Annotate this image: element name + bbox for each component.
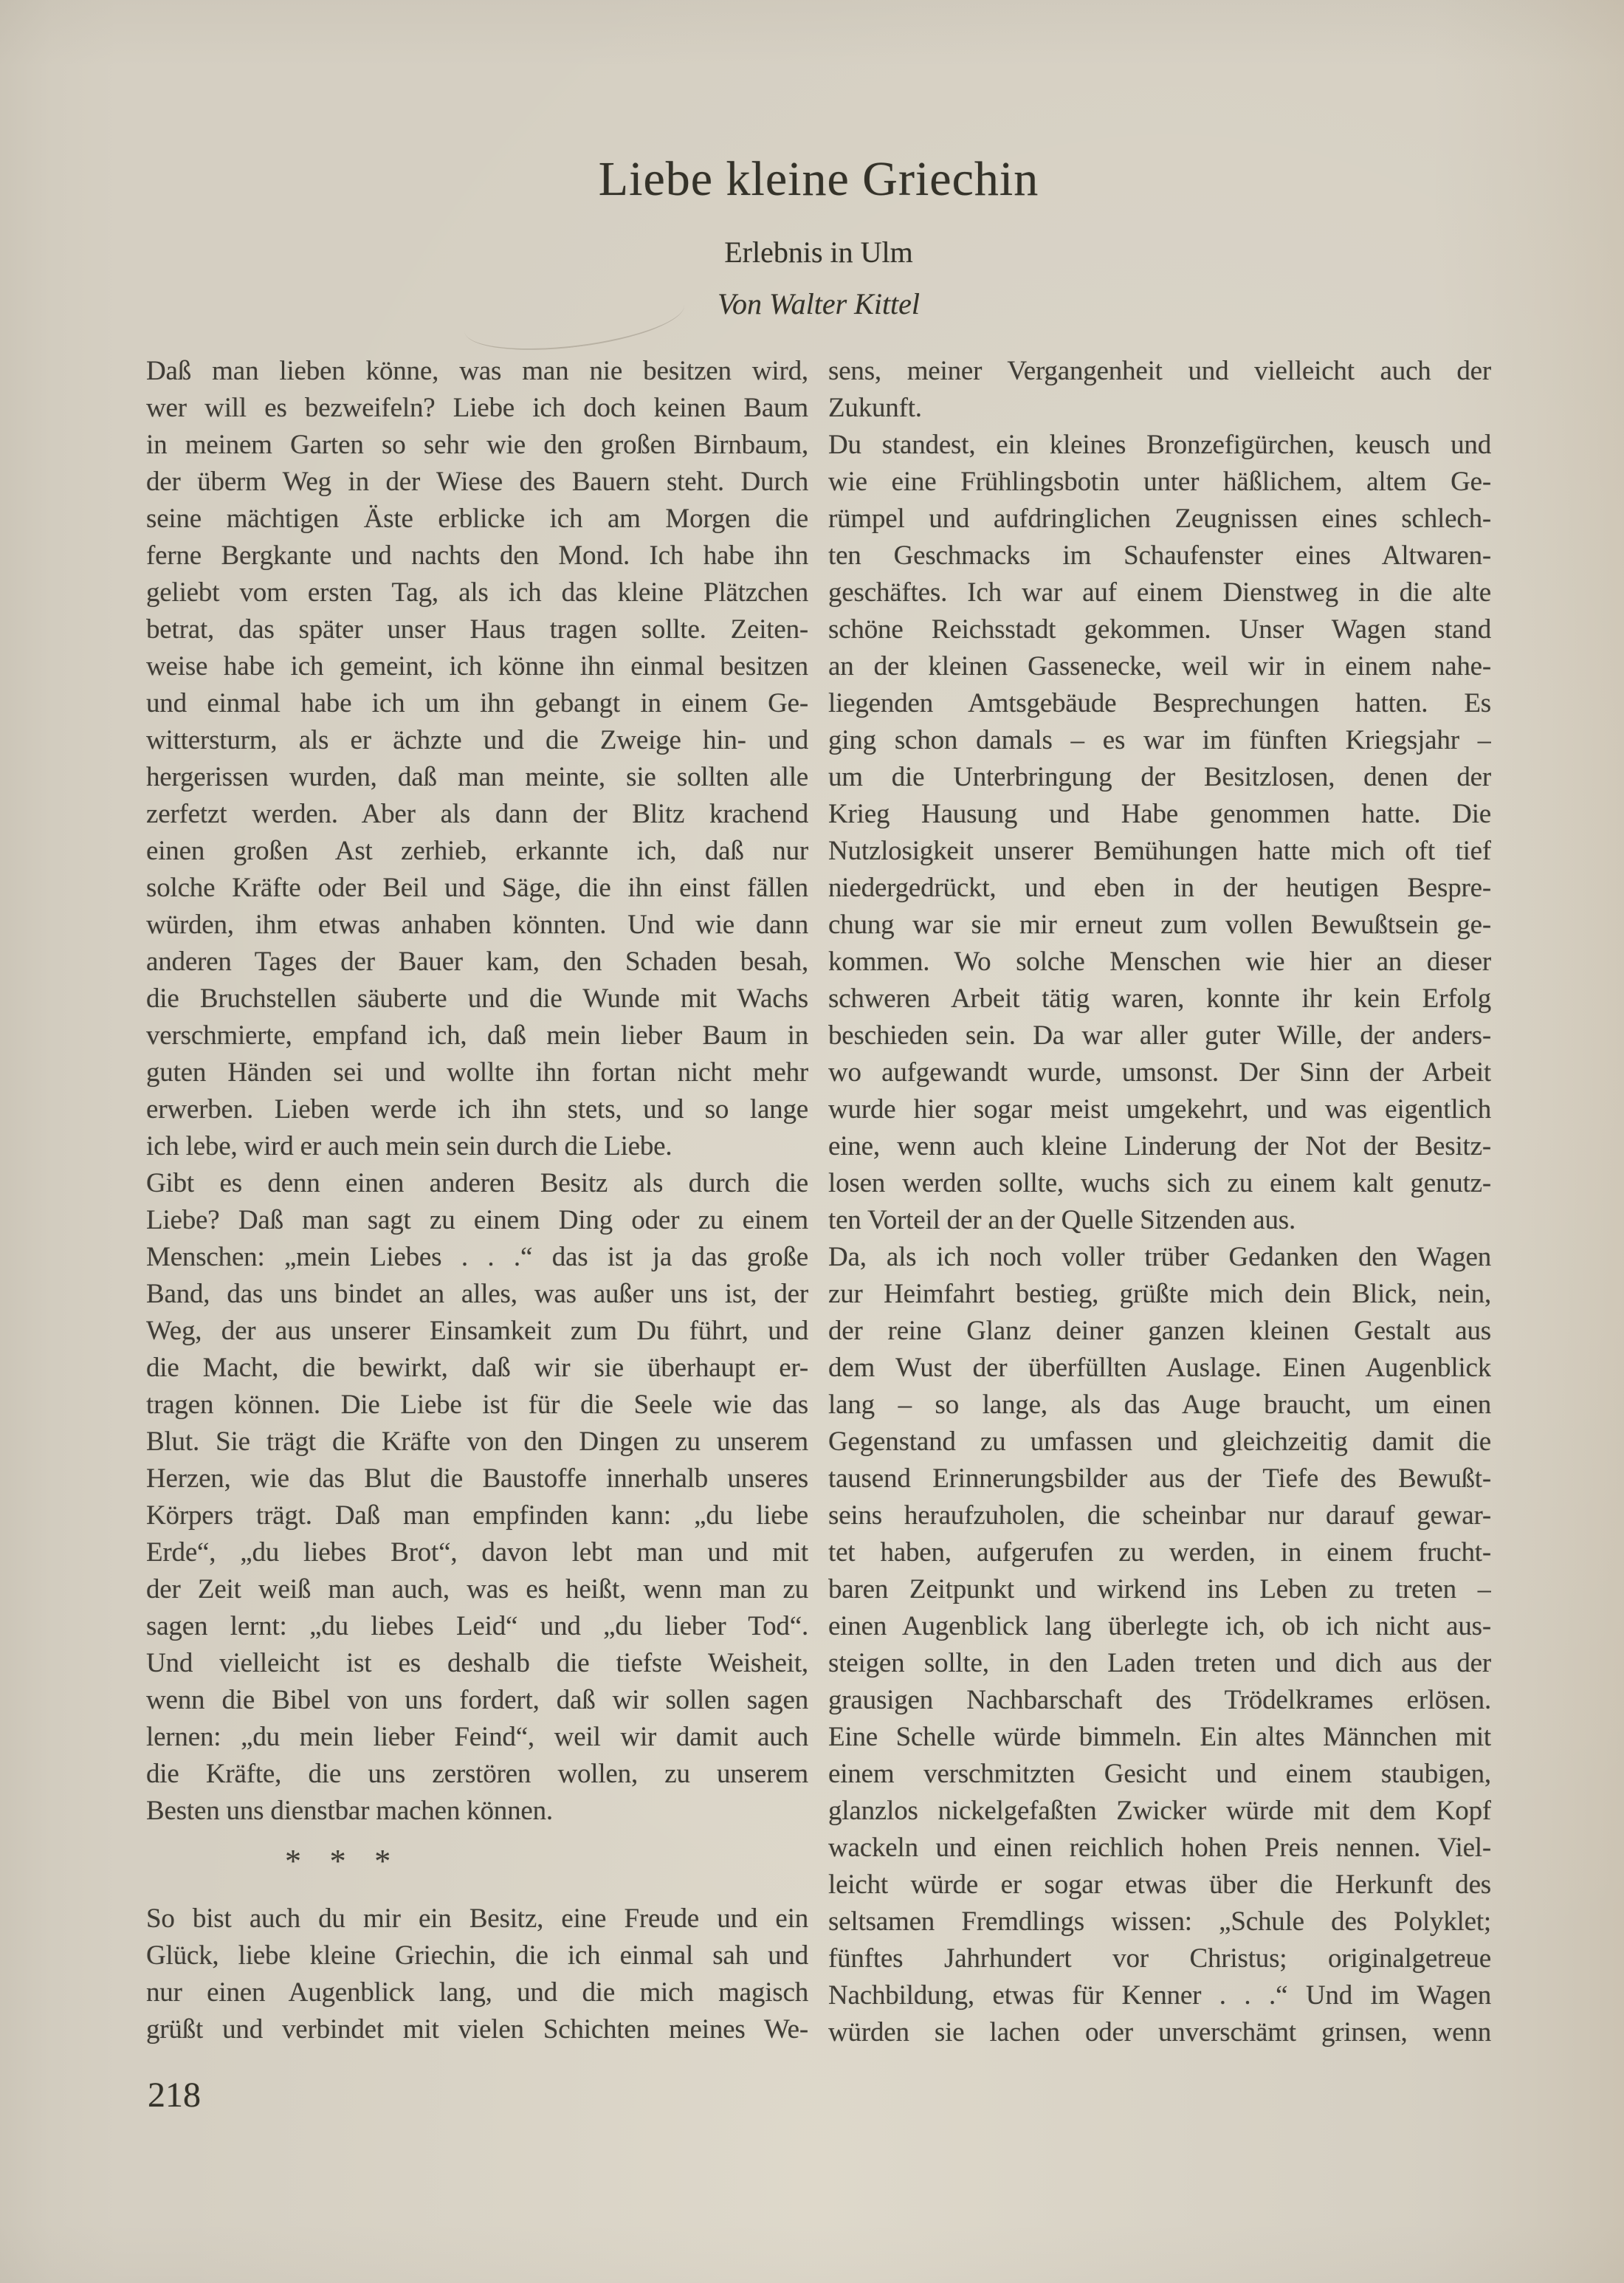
- text-line: Gibt es denn einen anderen Besitz als durch die: [146, 1168, 808, 1198]
- text-line: Glück, liebe kleine Griechin, die ich einmal sah und: [146, 1940, 808, 1971]
- text-line: Du standest, ein kleines Bronzefigürchen, keusch und: [828, 430, 1491, 460]
- text-line: chung war sie mir erneut zum vollen Bewußtsein ge-: [828, 910, 1491, 940]
- right-text-column: [828, 353, 1491, 2051]
- text-line: losen werden sollte, wuchs sich zu einem kalt genutz-: [828, 1168, 1491, 1198]
- text-line: Körpers trägt. Daß man empfinden kann: „du liebe: [146, 1500, 808, 1531]
- text-line: Blut. Sie trägt die Kräfte von den Dingen zu unserem: [146, 1427, 808, 1457]
- text-line: ten Vorteil der an der Quelle Sitzenden aus.: [828, 1205, 1296, 1235]
- text-line: guten Händen sei und wollte ihn fortan nicht mehr: [146, 1057, 808, 1088]
- text-line: tet haben, aufgerufen zu werden, in einem frucht-: [828, 1537, 1491, 1568]
- text-line: beschieden sein. Da war aller guter Wille, der anders-: [828, 1020, 1491, 1051]
- page-title: Liebe kleine Griechin: [598, 152, 1039, 206]
- text-line: lang – so lange, als das Auge braucht, um einen: [828, 1390, 1491, 1420]
- text-line: die Kräfte, die uns zerstören wollen, zu unserem: [146, 1759, 808, 1789]
- text-line: Und vielleicht ist es deshalb die tiefste Weisheit,: [146, 1648, 808, 1678]
- text-line: seins heraufzuholen, die scheinbar nur darauf gewar-: [828, 1500, 1491, 1531]
- text-line: wurde hier sogar meist umgekehrt, und was eigentlich: [828, 1094, 1491, 1125]
- text-line: Menschen: „mein Liebes . . .“ das ist ja das große: [146, 1242, 808, 1272]
- text-line: Herzen, wie das Blut die Baustoffe innerhalb unseres: [146, 1463, 808, 1494]
- left-column-part-1: [146, 353, 808, 1830]
- text-line: dem Wust der überfüllten Auslage. Einen Augenblick: [828, 1353, 1491, 1383]
- text-line: tragen können. Die Liebe ist für die Seele wie das: [146, 1390, 808, 1420]
- text-line: hergerissen wurden, daß man meinte, sie sollten alle: [146, 762, 808, 792]
- text-line: der überm Weg in der Wiese des Bauern steht. Durch: [146, 467, 808, 497]
- text-line: ten Geschmacks im Schaufenster eines Altwaren-: [828, 540, 1491, 571]
- text-line: erwerben. Lieben werde ich ihn stets, und so lange: [146, 1094, 808, 1125]
- text-line: weise habe ich gemeint, ich könne ihn einmal besitzen: [146, 651, 808, 682]
- text-line: wie eine Frühlingsbotin unter häßlichem, altem Ge-: [828, 467, 1491, 497]
- text-line: eine, wenn auch kleine Linderung der Not der Besitz-: [828, 1131, 1491, 1161]
- text-line: lernen: „du mein lieber Feind“, weil wir damit auch: [146, 1722, 808, 1752]
- text-line: wenn die Bibel von uns fordert, daß wir sollen sagen: [146, 1685, 808, 1715]
- text-line: sagen lernt: „du liebes Leid“ und „du lieber Tod“.: [146, 1611, 808, 1641]
- text-line: baren Zeitpunkt und wirkend ins Leben zu treten –: [828, 1574, 1491, 1604]
- text-line: der Zeit weiß man auch, was es heißt, wenn man zu: [146, 1574, 808, 1604]
- text-line: schöne Reichsstadt gekommen. Unser Wagen stand: [828, 614, 1491, 645]
- text-line: betrat, das später unser Haus tragen sollte. Zeiten-: [146, 614, 808, 645]
- text-line: Nutzlosigkeit unserer Bemühungen hatte mich oft tief: [828, 836, 1491, 866]
- text-line: zur Heimfahrt bestieg, grüßte mich dein Blick, nein,: [828, 1279, 1491, 1309]
- text-line: Zukunft.: [828, 393, 922, 423]
- text-line: einen Augenblick lang überlegte ich, ob ich nicht aus-: [828, 1611, 1491, 1641]
- text-line: Band, das uns bindet an alles, was außer uns ist, der: [146, 1279, 808, 1309]
- right-column-part-1: [828, 353, 1491, 2051]
- text-line: tausend Erinnerungsbilder aus der Tiefe des Bewußt-: [828, 1463, 1491, 1494]
- text-line: Liebe? Daß man sagt zu einem Ding oder zu einem: [146, 1205, 808, 1235]
- text-line: nur einen Augenblick lang, und die mich magisch: [146, 1977, 808, 2008]
- text-line: der reine Glanz deiner ganzen kleinen Gestalt aus: [828, 1316, 1491, 1346]
- text-line: an der kleinen Gassenecke, weil wir in einem nahe-: [828, 651, 1491, 682]
- text-line: ich lebe, wird er auch mein sein durch die Liebe.: [146, 1131, 672, 1161]
- author-byline: Von Walter Kittel: [717, 287, 921, 320]
- text-line: grüßt und verbindet mit vielen Schichten meines We-: [146, 2014, 808, 2045]
- text-line: ferne Bergkante und nachts den Mond. Ich habe ihn: [146, 540, 808, 571]
- text-line: glanzlos nickelgefaßten Zwicker würde mit dem Kopf: [828, 1796, 1491, 1826]
- text-line: geliebt vom ersten Tag, als ich das kleine Plätzchen: [146, 577, 808, 608]
- text-line: niedergedrückt, und eben in der heutigen Bespre-: [828, 873, 1491, 903]
- text-line: wittersturm, als er ächzte und die Zweige hin- und: [146, 725, 808, 755]
- text-line: zerfetzt werden. Aber als dann der Blitz krachend: [146, 799, 808, 829]
- text-line: Nachbildung, etwas für Kenner . . .“ Und im Wagen: [828, 1980, 1491, 2011]
- section-separator: * * *: [285, 1843, 391, 1879]
- left-text-column: [146, 353, 808, 2048]
- text-line: steigen sollte, in den Laden treten und dich aus der: [828, 1648, 1491, 1678]
- text-line: würden sie lachen oder unverschämt grinsen, wenn: [828, 2017, 1491, 2047]
- text-line: seltsamen Fremdlings wissen: „Schule des Polyklet;: [828, 1906, 1491, 1937]
- text-line: fünftes Jahrhundert vor Christus; originalgetreue: [828, 1943, 1491, 1974]
- text-line: Da, als ich noch voller trüber Gedanken den Wagen: [828, 1242, 1491, 1272]
- text-line: Eine Schelle würde bimmeln. Ein altes Männchen mit: [828, 1722, 1491, 1752]
- text-line: wer will es bezweifeln? Liebe ich doch keinen Baum: [146, 393, 808, 423]
- text-line: in meinem Garten so sehr wie den großen Birnbaum,: [146, 430, 808, 460]
- text-line: Daß man lieben könne, was man nie besitzen wird,: [146, 356, 808, 386]
- page-number: 218: [148, 2076, 201, 2115]
- text-line: wo aufgewandt wurde, umsonst. Der Sinn der Arbeit: [828, 1057, 1491, 1088]
- text-line: verschmierte, empfand ich, daß mein lieber Baum in: [146, 1020, 808, 1051]
- text-line: die Bruchstellen säuberte und die Wunde mit Wachs: [146, 983, 808, 1014]
- text-line: ging schon damals – es war im fünften Kriegsjahr –: [828, 725, 1491, 755]
- text-line: einem verschmitzten Gesicht und einem staubigen,: [828, 1759, 1491, 1789]
- left-column-part-2: [146, 1901, 808, 2048]
- text-line: liegenden Amtsgebäude Besprechungen hatten. Es: [828, 688, 1491, 718]
- text-line: rümpel und aufdringlichen Zeugnissen eines schlech-: [828, 504, 1491, 534]
- text-line: Gegenstand zu umfassen und gleichzeitig damit die: [828, 1427, 1491, 1457]
- text-line: leicht würde er sogar etwas über die Herkunft des: [828, 1870, 1491, 1900]
- text-line: Krieg Hausung und Habe genommen hatte. Die: [828, 799, 1491, 829]
- text-line: kommen. Wo solche Menschen wie hier an dieser: [828, 947, 1491, 977]
- text-line: grausigen Nachbarschaft des Trödelkrames erlösen.: [828, 1685, 1491, 1715]
- text-line: So bist auch du mir ein Besitz, eine Freude und ein: [146, 1903, 808, 1934]
- text-line: die Macht, die bewirkt, daß wir sie überhaupt er-: [146, 1353, 808, 1383]
- text-line: um die Unterbringung der Besitzlosen, denen der: [828, 762, 1491, 792]
- text-line: Besten uns dienstbar machen können.: [146, 1796, 553, 1826]
- text-line: wackeln und einen reichlich hohen Preis nennen. Viel-: [828, 1833, 1491, 1863]
- text-line: geschäftes. Ich war auf einem Dienstweg in die alte: [828, 577, 1491, 608]
- text-line: einen großen Ast zerhieb, erkannte ich, daß nur: [146, 836, 808, 866]
- text-line: seine mächtigen Äste erblicke ich am Morgen die: [146, 504, 808, 534]
- text-line: schweren Arbeit tätig waren, konnte ihr kein Erfolg: [828, 983, 1491, 1014]
- text-line: Weg, der aus unserer Einsamkeit zum Du führt, und: [146, 1316, 808, 1346]
- text-line: anderen Tages der Bauer kam, den Schaden besah,: [146, 947, 808, 977]
- text-line: solche Kräfte oder Beil und Säge, die ihn einst fällen: [146, 873, 808, 903]
- text-line: und einmal habe ich um ihn gebangt in einem Ge-: [146, 688, 808, 718]
- text-line: sens, meiner Vergangenheit und vielleicht auch der: [828, 356, 1491, 386]
- text-line: Erde“, „du liebes Brot“, davon lebt man und mit: [146, 1537, 808, 1568]
- page-subtitle: Erlebnis in Ulm: [724, 236, 913, 269]
- text-line: würden, ihm etwas anhaben könnten. Und wie dann: [146, 910, 808, 940]
